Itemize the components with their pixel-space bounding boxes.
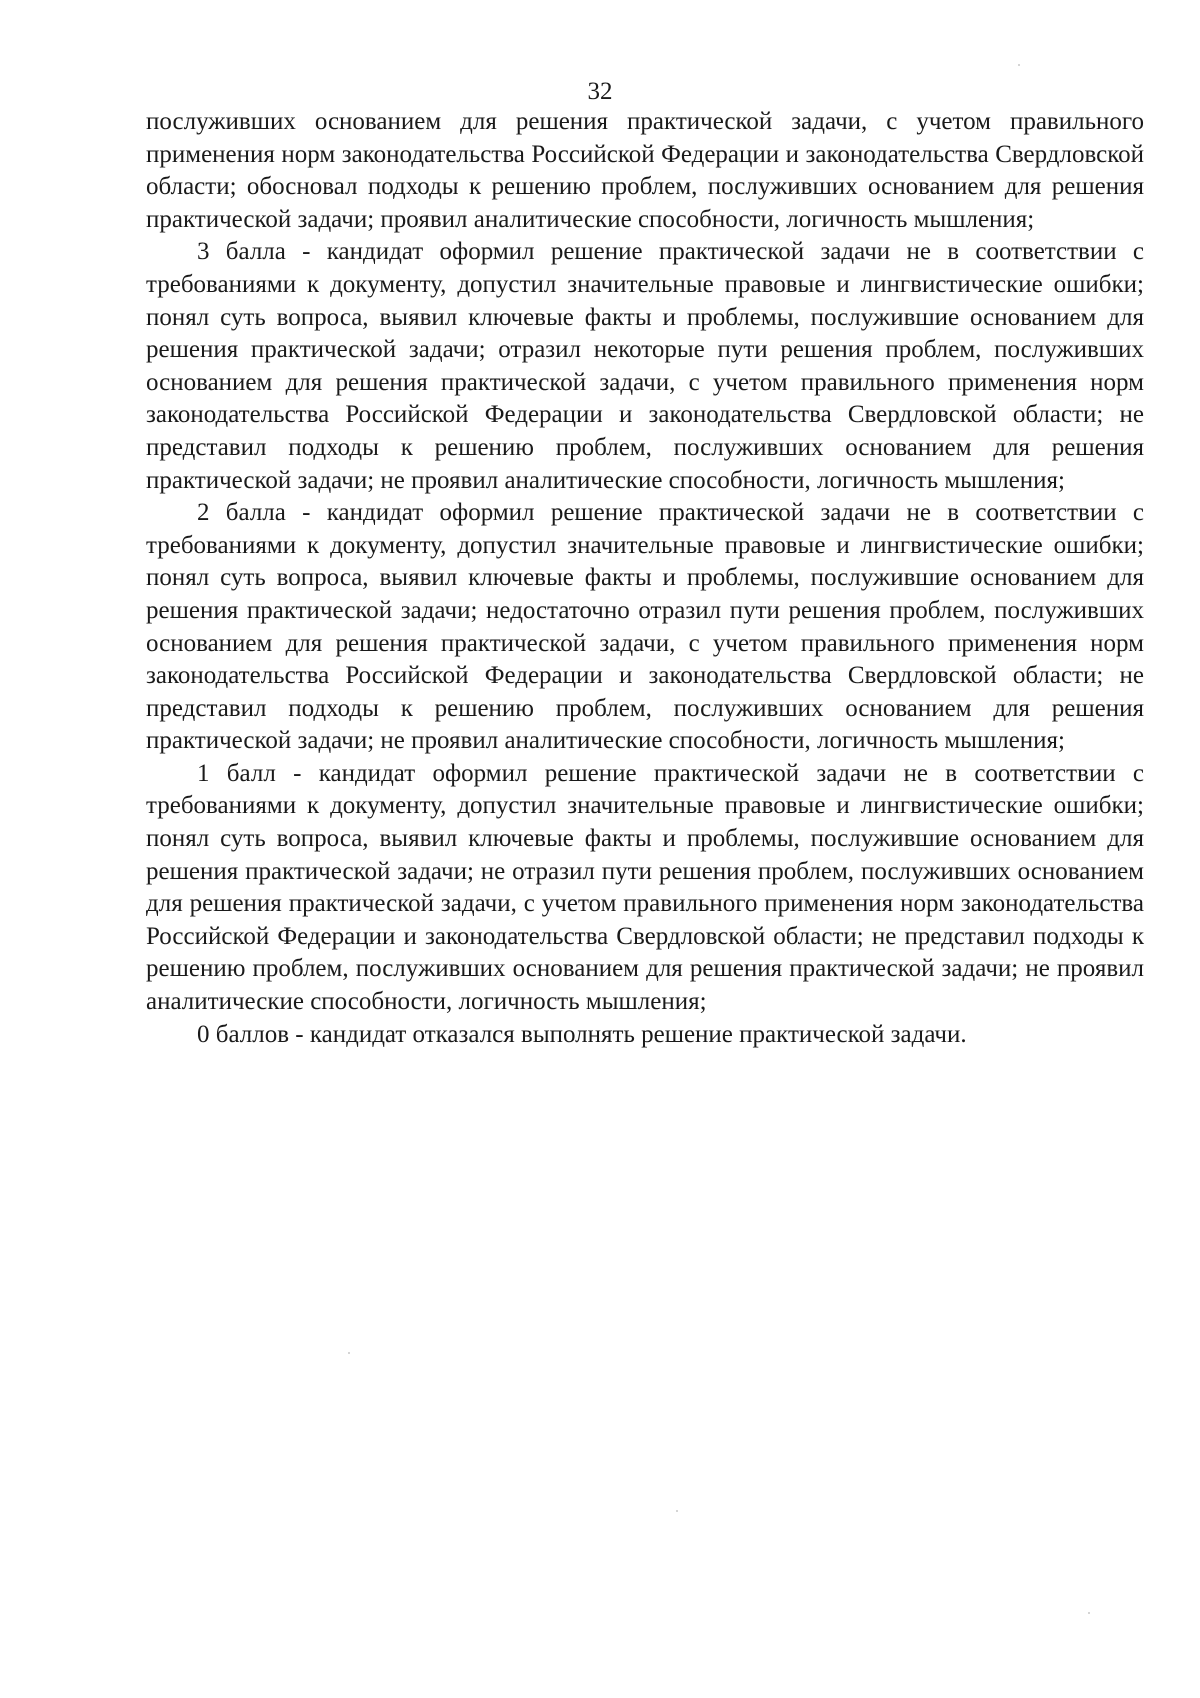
scan-speck xyxy=(676,1510,678,1512)
scan-speck xyxy=(1088,1612,1090,1614)
page-number: 32 xyxy=(587,78,613,105)
scan-speck xyxy=(1018,64,1020,66)
scan-speck xyxy=(348,1352,350,1354)
paragraph-continuation: послуживших основанием для решения практической задачи, с учетом правильного применения норм законодательства Российской Федерации и законодательства Свердловской области; обосновал подходы к решению проблем, послуживших основанием для решения практической задачи; проявил аналитические способности, логичность мышления; xyxy=(146,108,1144,233)
paragraph-0-points: 0 баллов - кандидат отказался выполнять решение практической задачи. xyxy=(197,1020,967,1048)
body-text xyxy=(146,106,1144,1051)
paragraph-3-points: 3 балла - кандидат оформил решение практической задачи не в соответствии с требованиями к документу, допустил значительные правовые и лингвистические ошибки; понял суть вопроса, выявил ключевые факты и проблемы, послужившие основанием для решения практической задачи; отразил некоторые пути решения проблем, послуживших основанием для решения практической задачи, с учетом правильного применения норм законодательства Российской Федерации и законодательства Свердловской области; не представил подходы к решению проблем, послуживших основанием для решения практической задачи; не проявил аналитические способности, логичность мышления; xyxy=(146,238,1144,494)
paragraph-1-point: 1 балл - кандидат оформил решение практической задачи не в соответствии с требованиями к документу, допустил значительные правовые и лингвистические ошибки; понял суть вопроса, выявил ключевые факты и проблемы, послужившие основанием для решения практической задачи; не отразил пути решения проблем, послуживших основанием для решения практической задачи, с учетом правильного применения норм законодательства Российской Федерации и законодательства Свердловской области; не представил подходы к решению проблем, послуживших основанием для решения практической задачи; не проявил аналитические способности, логичность мышления; xyxy=(146,759,1144,1016)
paragraph-2-points: 2 балла - кандидат оформил решение практической задачи не в соответствии с требованиями к документу, допустил значительные правовые и лингвистические ошибки; понял суть вопроса, выявил ключевые факты и проблемы, послужившие основанием для решения практической задачи; недостаточно отразил пути решения проблем, послуживших основанием для решения практической задачи, с учетом правильного применения норм законодательства Российской Федерации и законодательства Свердловской области; не представил подходы к решению проблем, послуживших основанием для решения практической задачи; не проявил аналитические способности, логичность мышления; xyxy=(146,499,1144,755)
